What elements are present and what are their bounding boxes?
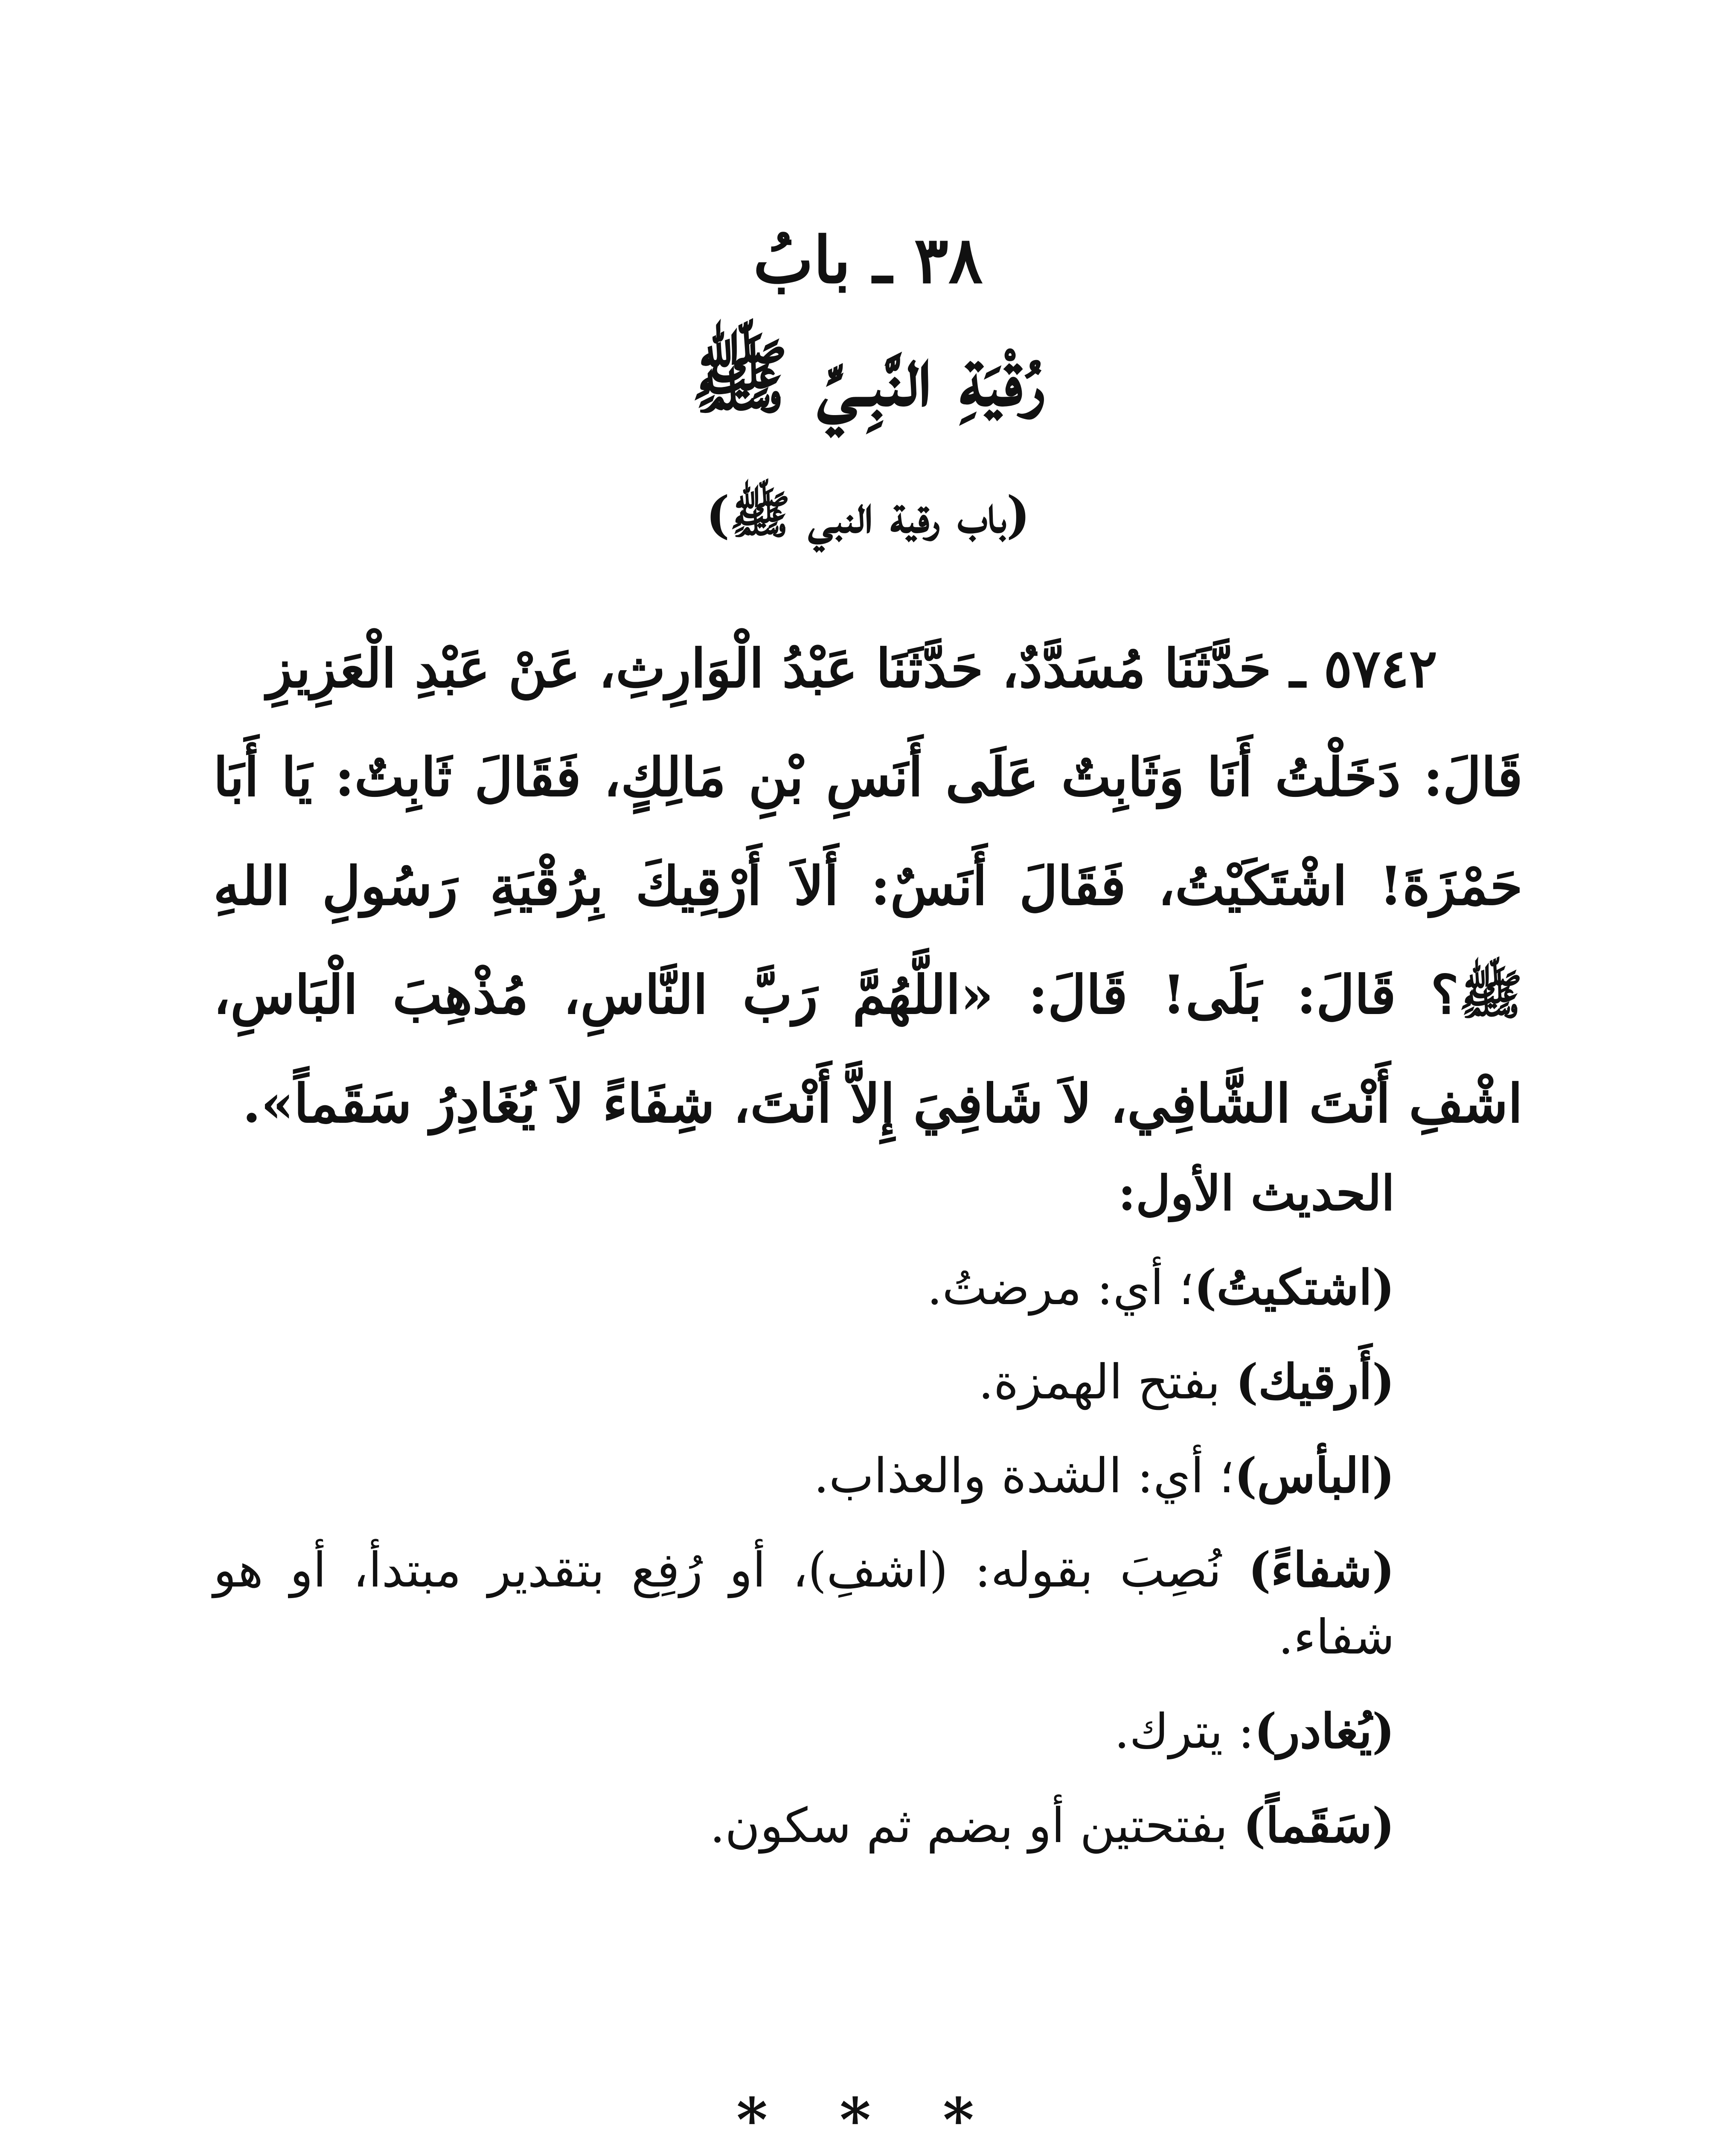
note-term: (أَرقيك)	[1236, 1354, 1395, 1410]
commentary-note	[213, 1349, 1523, 1416]
hadith-text	[213, 614, 1523, 1158]
note-text: بفتح الهمزة.	[978, 1354, 1236, 1410]
note-text: ؛ أي: الشدة والعذاب.	[814, 1448, 1235, 1504]
note-text: نُصِبَ بقوله: (اشفِ)، أو رُفِع بتقدير مبتدأ، أو هو شفاء.	[213, 1543, 1395, 1665]
hadith-body: قَالَ: دَخَلْتُ أَنَا وَثَابِتٌ عَلَى أَنَسِ بْنِ مَالِكٍ، فَقَالَ ثَابِتٌ: يَا أَبَا حَمْزَةَ! اشْتَكَيْتُ، فَقَالَ أَنَسٌ: أَلاَ أَرْقِيكَ بِرُقْيَةِ رَسُولِ اللهِ ﷺ؟ قَالَ: بَلَى! قَالَ: «اللَّهُمَّ رَبَّ النَّاسِ، مُذْهِبَ الْبَاسِ، اشْفِ أَنْتَ الشَّافِي، لاَ شَافِيَ إِلاَّ أَنْتَ، شِفَاءً لاَ يُغَادِرُ سَقَماً».	[213, 747, 1523, 1135]
note-term: (اشتكيتُ)	[1194, 1259, 1395, 1316]
note-text: ؛ أي: مرضتُ.	[927, 1260, 1194, 1316]
chapter-number: ٣٨ ـ بابُ	[753, 223, 983, 298]
note-text: بفتحتين أو بضم ثم سكون.	[710, 1798, 1243, 1854]
commentary-note	[213, 1537, 1523, 1671]
note-term: (البأس)	[1234, 1448, 1395, 1504]
first-hadith-label: الحديث الأول:	[1118, 1165, 1395, 1221]
commentary-note	[213, 1698, 1523, 1765]
chapter-title: رُقْيَةِ النَّبِـيِّ ﷺ	[691, 329, 1045, 424]
commentary-note	[213, 1255, 1523, 1322]
note-text: : يترك.	[1114, 1703, 1254, 1759]
commentary-heading: (باب رقية النبي ﷺ)	[706, 485, 1030, 544]
section-separator: * * *	[736, 2085, 1000, 2133]
commentary-note	[213, 1443, 1523, 1510]
note-term: (شفاءً)	[1248, 1542, 1395, 1598]
note-term: (يُغادر)	[1254, 1703, 1395, 1759]
commentary-note	[213, 1793, 1523, 1860]
commentary-section	[213, 1160, 1523, 1886]
hadith-first-line: ٥٧٤٢ ـ حَدَّثَنَا مُسَدَّدٌ، حَدَّثَنَا عَبْدُ الْوَارِثِ، عَنْ عَبْدِ الْعَزِيزِ	[267, 638, 1437, 700]
note-term: (سَقَماً)	[1243, 1797, 1395, 1854]
